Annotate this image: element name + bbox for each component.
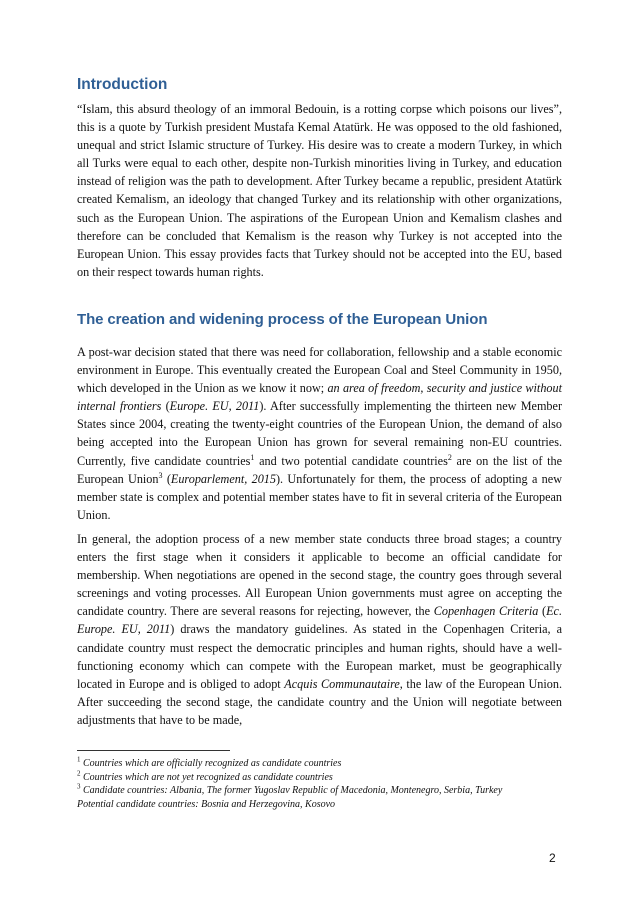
text-run: and two potential candidate countries [254, 453, 448, 468]
italic-text: an area of freedom, security and justice without internal frontiers [77, 381, 562, 414]
italic-text: Europe. EU, 2011 [169, 399, 260, 414]
text-run: ) draws the mandatory guidelines. As stated in the Copenhagen Criteria, a candidate country must respect the democratic principles and human rights, should have a well-functioning economy which can compete with the European market, must be geographically located in Europe and is obliged to adopt [77, 622, 562, 691]
footnote [77, 771, 557, 785]
paragraph [77, 343, 562, 524]
footnote-text: Countries which are officially recognized as candidate countries [83, 758, 342, 769]
text-run: ( [162, 471, 171, 486]
footnote [77, 798, 557, 812]
text-run: ( [161, 399, 170, 414]
footnote-ref: 1 [250, 452, 255, 462]
footnote-number: 3 [77, 782, 81, 791]
text-run: ). After successfully implementing the thirteen new Member States since 2004, creating the twenty-eight countries of the European Union, the demand of also being accepted into the European Union has grown for several remaining non-EU countries. Currently, five candidate countries [77, 399, 562, 468]
footnote-divider [77, 750, 230, 751]
footnote-ref: 3 [158, 470, 163, 480]
text-run: ( [538, 604, 547, 619]
italic-text: Acquis Communautaire [284, 676, 400, 691]
text-run: ). Unfortunately for them, the process of adopting a new member state is complex and potential member states have to fit in several criteria of the European Union. [77, 471, 562, 522]
italic-text: Copenhagen Criteria [433, 604, 539, 619]
italic-text: Ec. Europe. EU, 2011 [77, 604, 562, 637]
footnote [77, 757, 557, 771]
footnote-number: 2 [77, 769, 81, 778]
paragraph [77, 530, 562, 729]
italic-text: Europarlement, 2015 [170, 471, 276, 486]
text-run: are on the list of the European Union [77, 453, 562, 486]
footnote-text: Potential candidate countries: Bosnia and Herzegovina, Kosovo [77, 798, 336, 810]
text-run: “Islam, this absurd theology of an immoral Bedouin, is a rotting corpse which poisons our lives”, this is a quote by Turkish president Mustafa Kemal Atatürk. He was opposed to the old fashioned, unequal and strict Islamic structure of Turkey. His desire was to create a modern Turkey, in which all Turks were equal to each other, despite non-Turkish minorities living in Turkey, and education instead of religion was the path to development. After Turkey became a republic, president Atatürk created Kemalism, an ideology that changed Turkey and its relationship with other organizations, such as the European Union. The aspirations of the European Union and Kemalism clashes and therefore can be concluded that Kemalism is the reason why Turkey is not accepted into the European Union. This essay provides facts that Turkey should not be accepted into the EU, based on their respect towards human rights. [77, 102, 562, 279]
section-heading-eu-creation: The creation and widening process of the European Union [77, 311, 488, 328]
section-heading-introduction: Introduction [77, 76, 168, 93]
text-run: , the law of the European Union. After succeeding the second stage, the candidate country and the Union will negotiate between adjustments that have to be made, [77, 676, 563, 727]
footnote-ref: 2 [447, 452, 452, 462]
footnote [77, 784, 557, 798]
footnotes [77, 757, 557, 811]
paragraph [77, 100, 562, 281]
page-number: 2 [549, 851, 556, 865]
text-run: In general, the adoption process of a new member state conducts three broad stages; a country enters the first stage when it considers it applicable to become an official candidate for membership. When negotiations are opened in the second stage, the country goes through several screenings and voting processes. All European Union governments must agree on accepting the candidate country. There are several reasons for rejecting, however, the [77, 532, 562, 619]
footnote-number: 1 [77, 755, 81, 764]
footnote-text: Candidate countries: Albania, The former Yugoslav Republic of Macedonia, Montenegro, Serbia, Turkey [83, 785, 503, 797]
footnote-text: Countries which are not yet recognized as candidate countries [83, 771, 333, 783]
text-run: A post-war decision stated that there was need for collaboration, fellowship and a stable economic environment in Europe. This eventually created the European Coal and Steel Community in 1950, which developed in the Union as we know it now; [77, 345, 562, 396]
